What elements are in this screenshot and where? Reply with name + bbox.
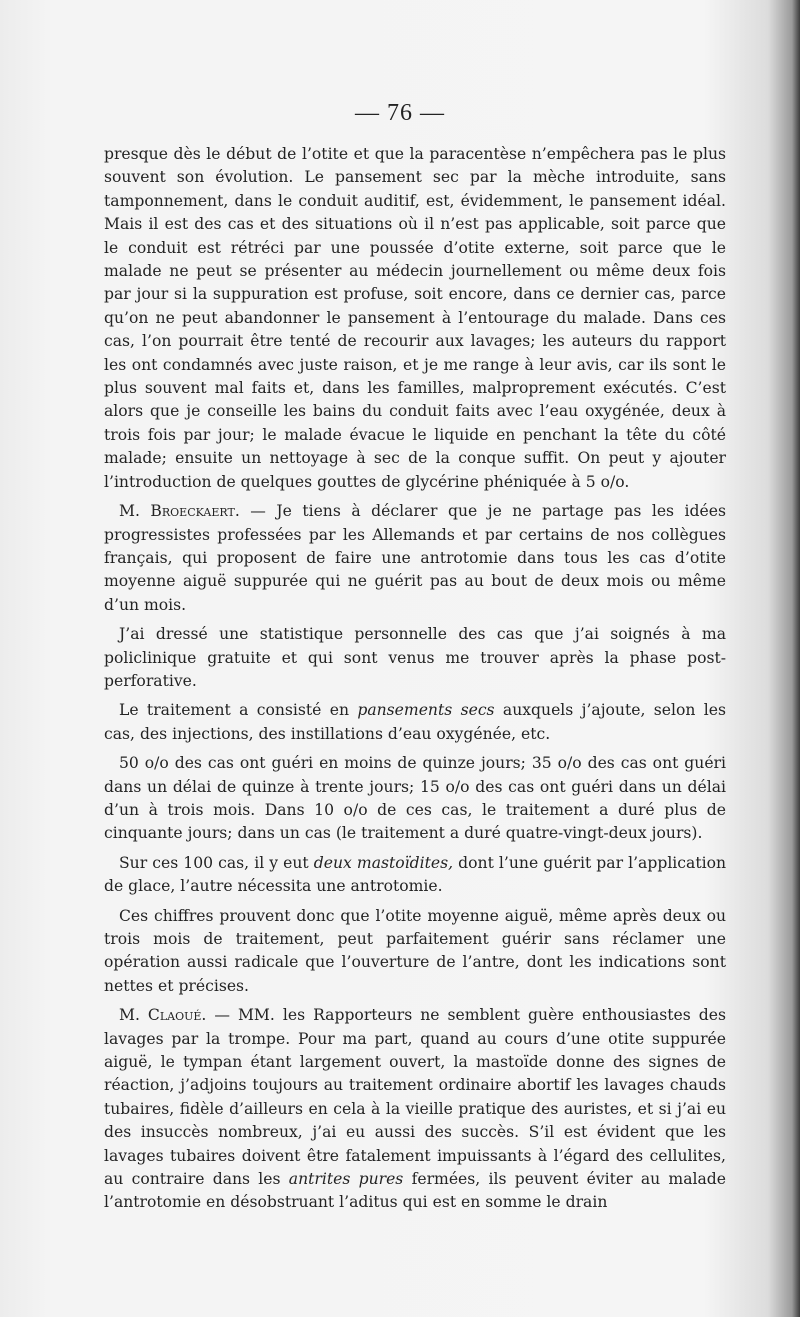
text-run: J’ai dressé une statistique personnelle des cas que j’ai soignés à ma policlinique gratuite et qui sont venus me trouver après la phase post-perforative. xyxy=(104,625,726,690)
page-number: — 76 — xyxy=(355,100,445,126)
paragraph-statistics-intro xyxy=(104,623,726,693)
text-run: dont l’une guérit par l’application de glace, l’autre nécessita une antrotomie. xyxy=(104,853,727,896)
text-run: Sur ces 100 cas, il y eut xyxy=(119,853,314,872)
paragraph-treatment xyxy=(104,699,726,746)
speaker-name: Claoué xyxy=(147,1006,202,1025)
text-run: presque dès le début de l’otite et que la paracentèse n’empêchera pas le plus souvent son évolution. Le pansement sec par la mèche introduite, sans tamponnement, dans le conduit auditif, est, évidemment, le pansement idéal. Mais il est des cas et des situations où il n’est pas applicable, soit parce que le conduit est rétréci par une poussée d’otite externe, soit parce que le malade ne peut se présenter au médecin journellement ou même deux fois par jour si la suppuration est profuse, soit encore, dans ce dernier cas, parce qu’on ne peut abandonner le pansement à l’entourage du malade. Dans ces cas, l’on pourrait être tenté de recourir aux lavages; les auteurs du rapport les ont condamnés avec juste raison, et je me range à leur avis, car ils sont le plus souvent mal faits et, dans les familles, malproprement exécutés. C’est alors que je conseille les bains du conduit faits avec l’eau oxygénée, deux à trois fois par jour; le malade évacue le liquide en penchant la tête du côté malade; ensuite un nettoyage à sec de la conque suffit. On peut y ajouter l’introduction de quelques gouttes de glycérine phéniquée à 5 o/o. xyxy=(104,145,726,491)
paragraph-mastoiditis xyxy=(104,852,726,899)
text-run: Le traitement a consisté en xyxy=(119,701,358,720)
text-run: auxquels j’ajoute, selon les cas, des injections, des instillations d’eau oxygénée, etc. xyxy=(104,701,726,743)
text-run: fermées, ils peuvent éviter au malade l’antrotomie en désobstruant l’aditus qui est en somme le drain xyxy=(104,1170,727,1212)
paragraph-claoue-statement xyxy=(104,1004,726,1215)
text-run: M. xyxy=(119,1006,148,1025)
text-run: Ces chiffres prouvent donc que l’otite moyenne aiguë, même après deux ou trois mois de traitement, peut parfaitement guérir sans réclamer une opération aussi radicale que l’ouverture de l’antre, dont les indications sont nettes et précises. xyxy=(104,906,726,995)
text-run: M. xyxy=(119,502,151,521)
text-run: . — MM. les Rapporteurs ne semblent guère enthousiastes des lavages par la trompe. Pour ma part, quand au cours d’une otite suppurée aiguë, le tympan étant largement ouvert, la mastoïde donne des signes de réaction, j’adjoins toujours au traitement ordinaire abortif les lavages chauds tubaires, fidèle d’ailleurs en cela à la vieille pratique des auristes, et si j’ai eu des insuccès nombreux, j’ai eu aussi des succès. S’il est évident que les lavages tubaires doivent être fatalement impuissants à l’égard des cellulites, au contraire dans les xyxy=(104,1006,726,1189)
text-run: 50 o/o des cas ont guéri en moins de quinze jours; 35 o/o des cas ont guéri dans un délai de quinze à trente jours; 15 o/o des cas ont guéri dans un délai d’un à trois mois. Dans 10 o/o de ces cas, le traitement a duré plus de cinquante jours; dans un cas (le traitement a duré quatre-vingt-deux jours). xyxy=(104,754,726,843)
speaker-name: Broeckaert xyxy=(150,502,235,521)
text-run: . — Je tiens à déclarer que je ne partage pas les idées progressistes professées par les Allemands et par certains de nos collègues français, qui proposent de faire une antrotomie dans tous les cas d’otite moyenne aiguë suppurée qui ne guérit pas au bout de deux mois ou même d’un mois. xyxy=(104,502,726,614)
paragraph-continuation xyxy=(104,143,726,494)
emphasis-text: antrites pures xyxy=(288,1170,404,1189)
paragraph-broeckaert-statement xyxy=(104,500,726,617)
emphasis-text: deux mastoïdites, xyxy=(313,853,454,872)
emphasis-text: pansements secs xyxy=(357,701,495,720)
body-text xyxy=(104,143,726,1215)
paragraph-results xyxy=(104,752,726,846)
paragraph-conclusion xyxy=(104,905,726,999)
